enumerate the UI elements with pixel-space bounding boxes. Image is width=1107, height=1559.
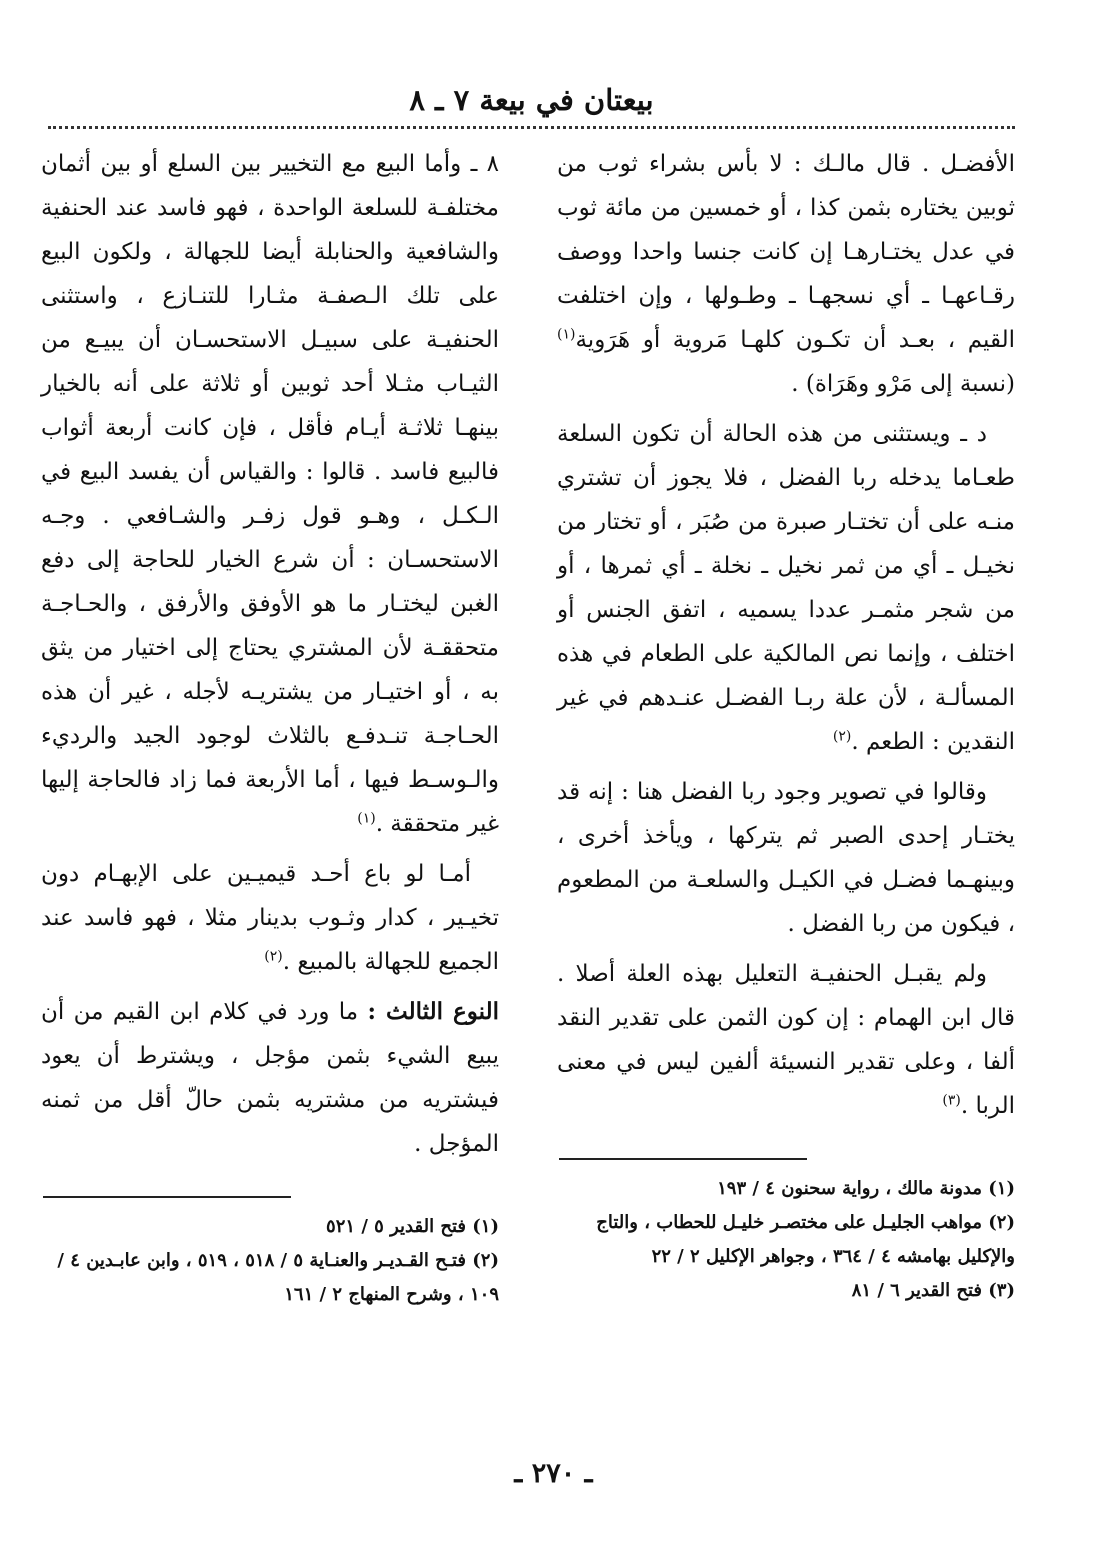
- footnote-right-3: (٣) فتح القدير ٦ / ٨١: [851, 1280, 1015, 1301]
- right-paragraph-1-text: الأفضـل . قال مالـك : لا بأس بشراء ثوب من ثوبين يختاره بثمن كذا ، أو خمسين من مائة ثوب في عدل يختـارهـا إن كانت جنسا واحدا ووصف رقـاعهـا ـ أي نسجهـا ـ وطـولها ، وإن اختلفت القيم ، بعـد أن تكـون كلهـا مَروية أو هَرَوية: [557, 151, 1015, 353]
- footnote-right-2: (٢) مواهب الجليـل على مختصـر خليـل للحطاب ، والتاج والإكليل بهامشه ٤ / ٣٦٤ ، وجواهر الإكليل ٢ / ٢٢: [596, 1212, 1015, 1267]
- right-paragraph-1-tail: (نسبة إلى مَرْو وهَرَاة) .: [791, 371, 1015, 397]
- running-header: بيعتان في بيعة ٧ ـ ٨: [409, 83, 654, 117]
- left-paragraph-1-text: ٨ ـ وأما البيع مع التخيير بين السلع أو بين أثمان مختلفـة للسلعة الواحدة ، فهو فاسد عند الحنفية والشافعية والحنابلة أيضا للجهالة ، ولكون البيع على تلك الـصفـة مثـارا للتنـازع ، واستثنى الحنفيـة على سبيـل الاستحسـان أن يبيـع من الثيـاب مثـلا أحد ثوبين أو ثلاثة على أنه بالخيار بينهـا ثلاثـة أيـام فأقل ، فإن كانت أربعة أثواب فالبيع فاسد . قالوا : والقياس أن يفسد البيع في الـكـل ، وهـو قول زفـر والشـافعي . وجـه الاستحسـان : أن شرع الخيار للحاجة إلى دفع الغبن ليختـار ما هو الأوفق والأرفق ، والحـاجـة متحققـة لأن المشتري يحتاج إلى اختيار من يثق به ، أو اختيـار من يشتريـه لأجله ، غير أن هذه الحـاجـة تنـدفـع بالثلاث لوجود الجيد والرديء والـوسـط فيها ، أما الأربعة فما زاد فالحاجة إليها غير متحققة .: [41, 151, 499, 837]
- footnote-left-2: (٢) فتـح القـديـر والعنـاية ٥ / ٥١٨ ، ٥١٩ ، وابن عابـدين ٤ / ١٠٩ ، وشرح المنهاج ٢ / ١٦١: [57, 1250, 499, 1305]
- right-paragraph-3: [557, 770, 1015, 946]
- footnote-ref-left-1: (١): [357, 810, 376, 827]
- left-paragraph-2: [41, 852, 499, 984]
- right-column: [557, 142, 1015, 1308]
- footnote-ref-3: (٣): [942, 1092, 961, 1109]
- footnote-right-1: (١) مدونة مالك ، رواية سحنون ٤ / ١٩٣: [717, 1178, 1015, 1199]
- footnote-separator-right: [559, 1158, 807, 1160]
- footnote-ref-left-2: (٢): [264, 948, 283, 965]
- left-paragraph-3: [41, 990, 499, 1166]
- left-paragraph-3-text: ما ورد في كلام ابن القيم من أن يبيع الشيء بثمن مؤجل ، ويشترط أن يعود فيشتريه من مشتريه بثمن حالّ أقل من ثمنه المؤجل .: [41, 999, 499, 1157]
- right-paragraph-2: [557, 412, 1015, 764]
- right-paragraph-4-text: ولم يقبـل الحنفيـة التعليل بهذه العلة أصلا . قال ابن الهمام : إن كون الثمن على تقدير النقد ألفا ، وعلى تقدير النسيئة ألفين ليس في معنى الربا .: [557, 961, 1015, 1119]
- left-column: [41, 142, 499, 1312]
- footnote-ref-1: (١): [557, 326, 576, 343]
- page-number: ـ ٢٧٠ ـ: [514, 1458, 593, 1489]
- footnote-ref-2: (٢): [832, 728, 852, 745]
- footnote-separator-left: [43, 1196, 291, 1198]
- left-paragraph-2-text: أمـا لو باع أحـد قيميـين على الإبهـام دون تخيـير ، كدار وثـوب بدينار مثلا ، فهو فاسد عند الجميع للجهالة بالمبيع .: [41, 861, 499, 975]
- right-paragraph-4: [557, 952, 1015, 1128]
- footnote-left-1: (١) فتح القدير ٥ / ٥٢١: [326, 1216, 499, 1237]
- right-paragraph-2-text: د ـ ويستثنى من هذه الحالة أن تكون السلعة طعـاما يدخله ربا الفضل ، فلا يجوز أن تشتري منـه على أن تختـار صبرة من صُبَر ، أو تختار من نخيـل ـ أي من ثمر نخيل ـ نخلة ـ أي ثمرها ، أو من شجر مثمـر عددا يسميه ، اتفق الجنس أو اختلف ، وإنما نص المالكية على الطعام في هذه المسألـة ، لأن علة ربـا الفضـل عنـدهم في غير النقدين : الطعم .: [557, 421, 1015, 755]
- left-paragraph-1: [41, 142, 499, 846]
- header-dotted-rule: [48, 126, 1015, 129]
- right-paragraph-3-text: وقالوا في تصوير وجود ربا الفضل هنا : إنه قد يختـار إحدى الصبر ثم يتركها ، ويأخذ أخرى ، وبينهـما فضـل في الكيـل والسلعـة من المطعوم ، فيكون من ربا الفضل .: [557, 779, 1015, 937]
- right-paragraph-1: [557, 142, 1015, 406]
- section-heading-type-three: النوع الثالث :: [367, 998, 499, 1025]
